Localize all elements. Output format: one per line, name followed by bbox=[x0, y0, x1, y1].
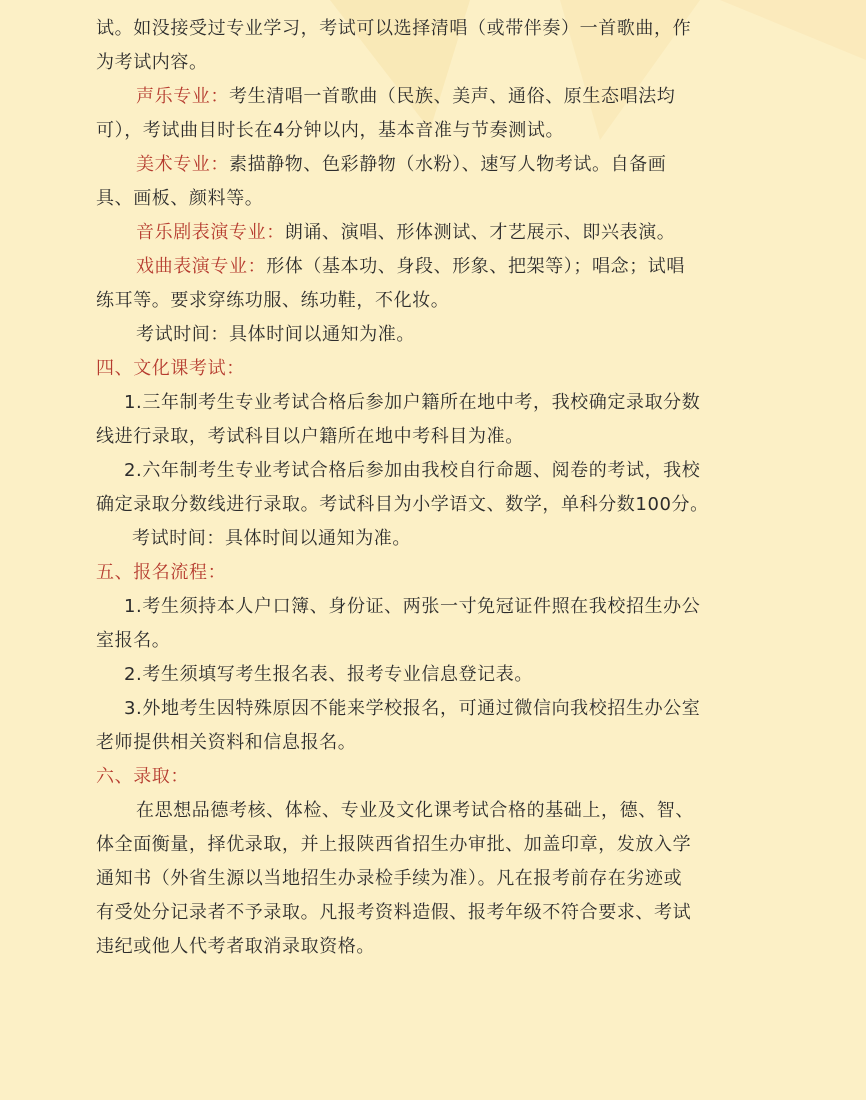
section-5-item-3-line-2: 老师提供相关资料和信息报名。 bbox=[96, 732, 357, 753]
section-5-heading: 五、报名流程： bbox=[96, 562, 227, 583]
vocal-major-line-2: 可），考试曲目时长在4分钟以内，基本音准与节奏测试。 bbox=[96, 120, 565, 141]
vocal-major-text: 考生清唱一首歌曲（民族、美声、通俗、原生态唱法均 bbox=[229, 86, 676, 107]
section-6-line-5: 违纪或他人代考者取消录取资格。 bbox=[96, 936, 375, 957]
art-major-line-1 bbox=[96, 148, 786, 182]
section-5-item-1-line-1: 1.考生须持本人户口簿、身份证、两张一寸免冠证件照在我校招生办公 bbox=[124, 596, 701, 617]
vocal-major-label: 声乐专业： bbox=[136, 86, 229, 107]
opera-major-text: 形体（基本功、身段、形象、把架等）；唱念；试唱 bbox=[266, 256, 686, 277]
section-4-item-1-line-2: 线进行录取，考试科目以户籍所在地中考科目为准。 bbox=[96, 426, 524, 447]
art-major-line-2: 具、画板、颜料等。 bbox=[96, 188, 264, 209]
exam-time-2: 考试时间：具体时间以通知为准。 bbox=[132, 528, 411, 549]
vocal-major-line-1 bbox=[96, 80, 786, 114]
section-6-line-1: 在思想品德考核、体检、专业及文化课考试合格的基础上，德、智、 bbox=[136, 800, 694, 821]
section-5-item-3-line-1: 3.外地考生因特殊原因不能来学校报名，可通过微信向我校招生办公室 bbox=[124, 698, 701, 719]
opera-major-label: 戏曲表演专业： bbox=[136, 256, 267, 277]
section-6-line-3: 通知书（外省生源以当地招生办录检手续为准）。凡在报考前存在劣迹或 bbox=[96, 868, 683, 889]
musical-major-label: 音乐剧表演专业： bbox=[136, 222, 285, 243]
section-4-item-2-line-2: 确定录取分数线进行录取。考试科目为小学语文、数学，单科分数100分。 bbox=[96, 494, 709, 515]
musical-major-line-1 bbox=[96, 216, 786, 250]
opera-major-line-2: 练耳等。要求穿练功服、练功鞋，不化妆。 bbox=[96, 290, 450, 311]
musical-major-text: 朗诵、演唱、形体测试、才艺展示、即兴表演。 bbox=[284, 222, 676, 243]
section-4-item-1-line-1: 1.三年制考生专业考试合格后参加户籍所在地中考，我校确定录取分数 bbox=[124, 392, 701, 413]
section-5-item-1-line-2: 室报名。 bbox=[96, 630, 171, 651]
section-5-item-2-line-1: 2.考生须填写考生报名表、报考专业信息登记表。 bbox=[124, 664, 533, 685]
art-major-text: 素描静物、色彩静物（水粉）、速写人物考试。自备画 bbox=[229, 154, 667, 175]
art-major-label: 美术专业： bbox=[136, 154, 229, 175]
intro-line-2: 为考试内容。 bbox=[96, 52, 208, 73]
exam-time-1: 考试时间：具体时间以通知为准。 bbox=[136, 324, 415, 345]
intro-line-1: 试。如没接受过专业学习，考试可以选择清唱（或带伴奏）一首歌曲，作 bbox=[96, 18, 692, 39]
section-6-heading: 六、录取： bbox=[96, 766, 189, 787]
section-4-item-2-line-1: 2.六年制考生专业考试合格后参加由我校自行命题、阅卷的考试，我校 bbox=[124, 460, 701, 481]
opera-major-line-1 bbox=[96, 250, 786, 284]
document-body bbox=[96, 12, 786, 964]
section-6-line-4: 有受处分记录者不予录取。凡报考资料造假、报考年级不符合要求、考试 bbox=[96, 902, 692, 923]
section-6-line-2: 体全面衡量，择优录取，并上报陕西省招生办审批、加盖印章，发放入学 bbox=[96, 834, 692, 855]
section-4-heading: 四、文化课考试： bbox=[96, 358, 245, 379]
